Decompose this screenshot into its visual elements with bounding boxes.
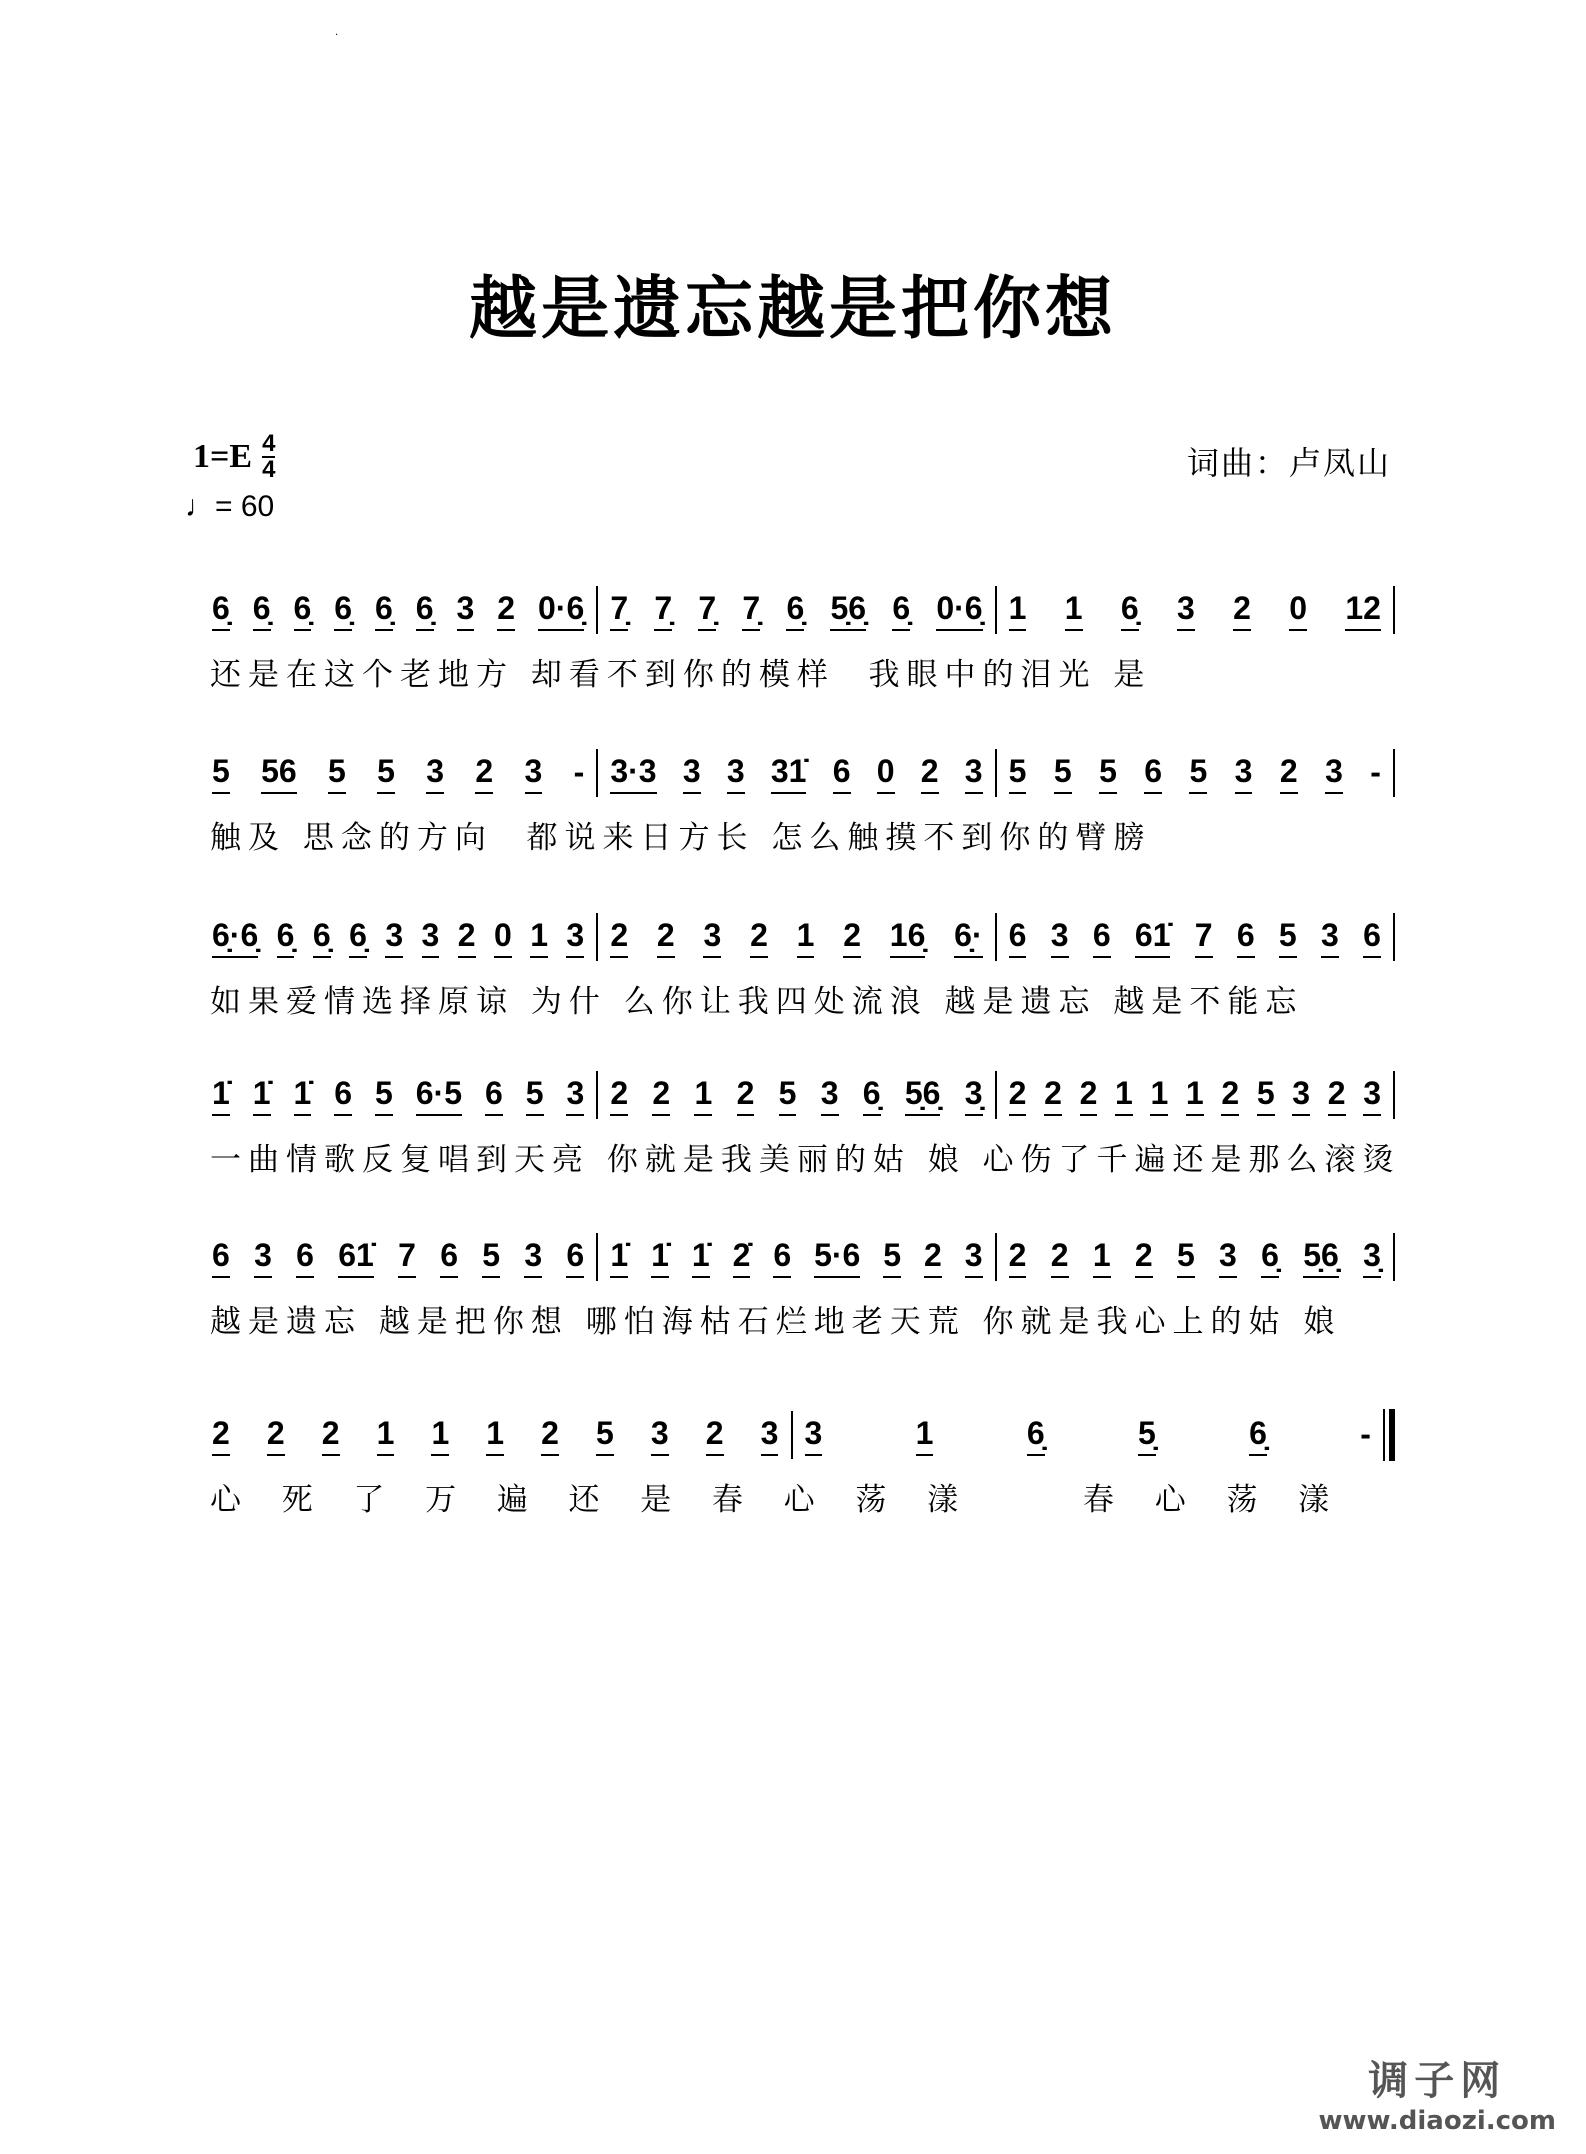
stray-mark: · (335, 30, 339, 41)
measure (210, 1237, 596, 1278)
measure (210, 1075, 596, 1116)
note: 31̇ (771, 753, 807, 794)
barline (1393, 913, 1395, 961)
final-barline (1383, 1409, 1395, 1461)
tempo-marking: ♩= 60 (185, 490, 275, 523)
note: 16̣ (890, 917, 926, 958)
composer-credit: 词曲：卢凤山 (1186, 444, 1391, 482)
note: 1 (1115, 1075, 1133, 1116)
note: 6 (773, 1237, 791, 1278)
measure (598, 1075, 994, 1116)
note: 3 (703, 917, 721, 958)
key-signature (193, 432, 275, 482)
note: 3 (805, 1415, 823, 1456)
note: 5̣6̣ (1303, 1237, 1339, 1278)
note: 2 (706, 1415, 724, 1456)
measure (997, 917, 1393, 958)
lyrics-line: 触及 思念的方向 都说来日方长 怎么触摸不到你的臂膀 (210, 820, 1152, 856)
score-system (210, 1070, 1401, 1179)
note: 0·6̣ (538, 590, 584, 631)
lyrics-line: 越是遗忘 越是把你想 哪怕海枯石烂地老天荒 你就是我心上的姑 娘 (210, 1304, 1342, 1340)
note: 6̣ (1261, 1237, 1279, 1278)
note: 5 (1279, 917, 1297, 958)
note: 6̣·6̣ (212, 917, 258, 958)
note: 7 (398, 1237, 416, 1278)
note: 2 (541, 1415, 559, 1456)
measure (997, 590, 1393, 631)
note: 6̣ (253, 590, 271, 631)
note: 5 (375, 1075, 393, 1116)
note: 3 (524, 1237, 542, 1278)
note: 1 (694, 1075, 712, 1116)
note: 2̇ (733, 1237, 751, 1278)
note: 1̇ (212, 1075, 230, 1116)
note: 1 (1065, 590, 1083, 631)
note: 3 (422, 917, 440, 958)
measure (997, 1237, 1393, 1278)
note: 3 (1051, 917, 1069, 958)
note: 5 (1009, 753, 1027, 794)
note: 3 (1177, 590, 1195, 631)
note: 6̣ (1121, 590, 1139, 631)
note: 0 (494, 917, 512, 958)
measure (598, 917, 994, 958)
note: 1 (530, 917, 548, 958)
notation-row (210, 1070, 1395, 1120)
note: 6̣ (212, 590, 230, 631)
score-system (210, 912, 1395, 1021)
note: 2 (497, 590, 515, 631)
note: 7̣ (742, 590, 760, 631)
lyrics-line: 还是在这个老地方 却看不到你的模样 我眼中的泪光 是 (210, 657, 1152, 693)
note: 3·3 (610, 753, 656, 794)
note: 2 (458, 917, 476, 958)
note: 56 (261, 753, 297, 794)
note: 2 (212, 1415, 230, 1456)
note: 2 (1051, 1237, 1069, 1278)
note: 6̣ (294, 590, 312, 631)
barline (1393, 749, 1395, 797)
note: 2 (1328, 1075, 1346, 1116)
notation-row (210, 1410, 1395, 1460)
note: 5 (1054, 753, 1072, 794)
note: 1 (431, 1415, 449, 1456)
note: 5̣6̣ (830, 590, 866, 631)
note: 3 (385, 917, 403, 958)
note: 1 (916, 1415, 934, 1456)
lyrics-line: 一曲情歌反复唱到天亮 你就是我美丽的姑 娘 心伤了千遍还是那么滚烫 (210, 1142, 1401, 1178)
note: 3 (1235, 753, 1253, 794)
key-label: 1=E (193, 438, 253, 475)
note: 6̣ (786, 590, 804, 631)
note: 5 (377, 753, 395, 794)
watermark-name: 调子网 (1368, 2058, 1507, 2104)
lyrics-line: 如果爱情选择原谅 为什 么你让我四处流浪 越是遗忘 越是不能忘 (210, 984, 1304, 1020)
song-title: 越是遗忘越是把你想 (468, 269, 1117, 349)
note: 12 (1345, 590, 1381, 631)
note: 2 (657, 917, 675, 958)
barline (1393, 1071, 1395, 1119)
note: 3 (525, 753, 543, 794)
note: 3 (426, 753, 444, 794)
note: 6 (334, 1075, 352, 1116)
note: 3 (1325, 753, 1343, 794)
note: 5 (596, 1415, 614, 1456)
note: 5̣6̣ (905, 1075, 941, 1116)
note: 6 (833, 753, 851, 794)
note: 2 (1221, 1075, 1239, 1116)
note: 6̣ (863, 1075, 881, 1116)
note: 1̇ (610, 1237, 628, 1278)
note: 1 (1093, 1237, 1111, 1278)
note: 3 (651, 1415, 669, 1456)
note: 2 (1009, 1237, 1027, 1278)
note: 2 (610, 917, 628, 958)
note: 2 (921, 753, 939, 794)
measure (997, 1075, 1393, 1116)
note: 5 (1257, 1075, 1275, 1116)
note: 1 (377, 1415, 395, 1456)
note: 1 (1186, 1075, 1204, 1116)
note: 3 (1219, 1237, 1237, 1278)
note: 3 (821, 1075, 839, 1116)
measure (598, 1237, 994, 1278)
note: 2 (1280, 753, 1298, 794)
note: 3 (965, 1237, 983, 1278)
measure (598, 753, 994, 794)
note: 3 (1363, 1075, 1381, 1116)
note: 5 (1189, 753, 1207, 794)
note: 3̣ (1363, 1237, 1381, 1278)
note: 6̣ (313, 917, 331, 958)
note: 3 (965, 753, 983, 794)
note: 6 (440, 1237, 458, 1278)
note: 1̇ (651, 1237, 669, 1278)
note: 6 (296, 1237, 314, 1278)
lyrics-line: 心 死 了 万 遍 还 是 春 心 荡 漾 春 心 荡 漾 (210, 1482, 1337, 1518)
note: 2 (843, 917, 861, 958)
note: 7̣ (654, 590, 672, 631)
note: 6̣ (892, 590, 910, 631)
note: 61̇ (338, 1237, 374, 1278)
note: 2 (652, 1075, 670, 1116)
barline (1393, 586, 1395, 634)
note: 5 (779, 1075, 797, 1116)
note: 3 (727, 753, 745, 794)
note: 5 (526, 1075, 544, 1116)
note: - (1370, 753, 1381, 790)
note: 6 (485, 1075, 503, 1116)
score-system (210, 585, 1395, 694)
time-signature (262, 432, 275, 482)
score-system (210, 748, 1395, 857)
note: 1 (797, 917, 815, 958)
note: 3 (566, 917, 584, 958)
note: 2 (610, 1075, 628, 1116)
note: 5 (883, 1237, 901, 1278)
note: 1 (486, 1415, 504, 1456)
score-system (210, 1232, 1395, 1341)
note: 6̣ (1027, 1415, 1045, 1456)
note: 5 (1099, 753, 1117, 794)
note: 2 (1135, 1237, 1153, 1278)
note: 2 (750, 917, 768, 958)
note: 6̣ (334, 590, 352, 631)
note: 3 (683, 753, 701, 794)
note: 5 (328, 753, 346, 794)
note: 6 (212, 1237, 230, 1278)
note: 2 (1080, 1075, 1098, 1116)
barline (1393, 1233, 1395, 1281)
note: 6 (1009, 917, 1027, 958)
score-system (210, 1410, 1395, 1519)
note: 2 (924, 1237, 942, 1278)
note: 2 (1009, 1075, 1027, 1116)
note: 0 (877, 753, 895, 794)
note: 1̇ (294, 1075, 312, 1116)
note: 2 (475, 753, 493, 794)
note: 5·6 (814, 1237, 860, 1278)
note: 3 (566, 1075, 584, 1116)
note: 7 (1195, 917, 1213, 958)
note: 1 (1150, 1075, 1168, 1116)
notation-row (210, 748, 1395, 798)
note: 6̣ (1249, 1415, 1267, 1456)
note: 3 (761, 1415, 779, 1456)
note: 3 (457, 590, 475, 631)
note: 6̣ (277, 917, 295, 958)
note: 6̣ (375, 590, 393, 631)
measure (997, 753, 1393, 794)
note: 5̣ (1138, 1415, 1156, 1456)
watermark-url: www.diaozi.com (1318, 2106, 1556, 2136)
note: 6·5 (416, 1075, 462, 1116)
note: 6̣ (349, 917, 367, 958)
measure (210, 917, 596, 958)
notation-row (210, 912, 1395, 962)
note: 7̣ (698, 590, 716, 631)
note: 6̣ (416, 590, 434, 631)
watermark (1319, 2049, 1557, 2136)
notation-row (210, 585, 1395, 635)
note: 2 (267, 1415, 285, 1456)
note: 6 (1144, 753, 1162, 794)
note: 6 (1093, 917, 1111, 958)
note: 3 (254, 1237, 272, 1278)
note: 1 (1009, 590, 1027, 631)
note: 3 (1321, 917, 1339, 958)
note: - (573, 753, 585, 790)
note: 6 (1237, 917, 1255, 958)
note: - (1360, 1415, 1371, 1452)
measure (598, 590, 994, 631)
note: 6 (1363, 917, 1381, 958)
note: 2 (322, 1415, 340, 1456)
note: 6̣· (954, 917, 982, 958)
measure (210, 1415, 791, 1456)
measure (210, 753, 596, 794)
note: 6 (566, 1237, 584, 1278)
note: 2 (1044, 1075, 1062, 1116)
time-bottom: 4 (262, 456, 276, 483)
measure (793, 1415, 1384, 1456)
note: 3̣ (965, 1075, 983, 1116)
note: 5 (212, 753, 230, 794)
note: 5 (1177, 1237, 1195, 1278)
note: 1̇ (253, 1075, 271, 1116)
note: 0·6̣ (936, 590, 982, 631)
note: 5 (482, 1237, 500, 1278)
note: 1̇ (692, 1237, 710, 1278)
note: 2 (1233, 590, 1251, 631)
time-top: 4 (262, 430, 276, 457)
note: 2 (737, 1075, 755, 1116)
note: 0 (1289, 590, 1307, 631)
measure (210, 590, 596, 631)
note: 61̇ (1135, 917, 1171, 958)
notation-row (210, 1232, 1395, 1282)
note: 3 (1292, 1075, 1310, 1116)
note: 7̣ (610, 590, 628, 631)
